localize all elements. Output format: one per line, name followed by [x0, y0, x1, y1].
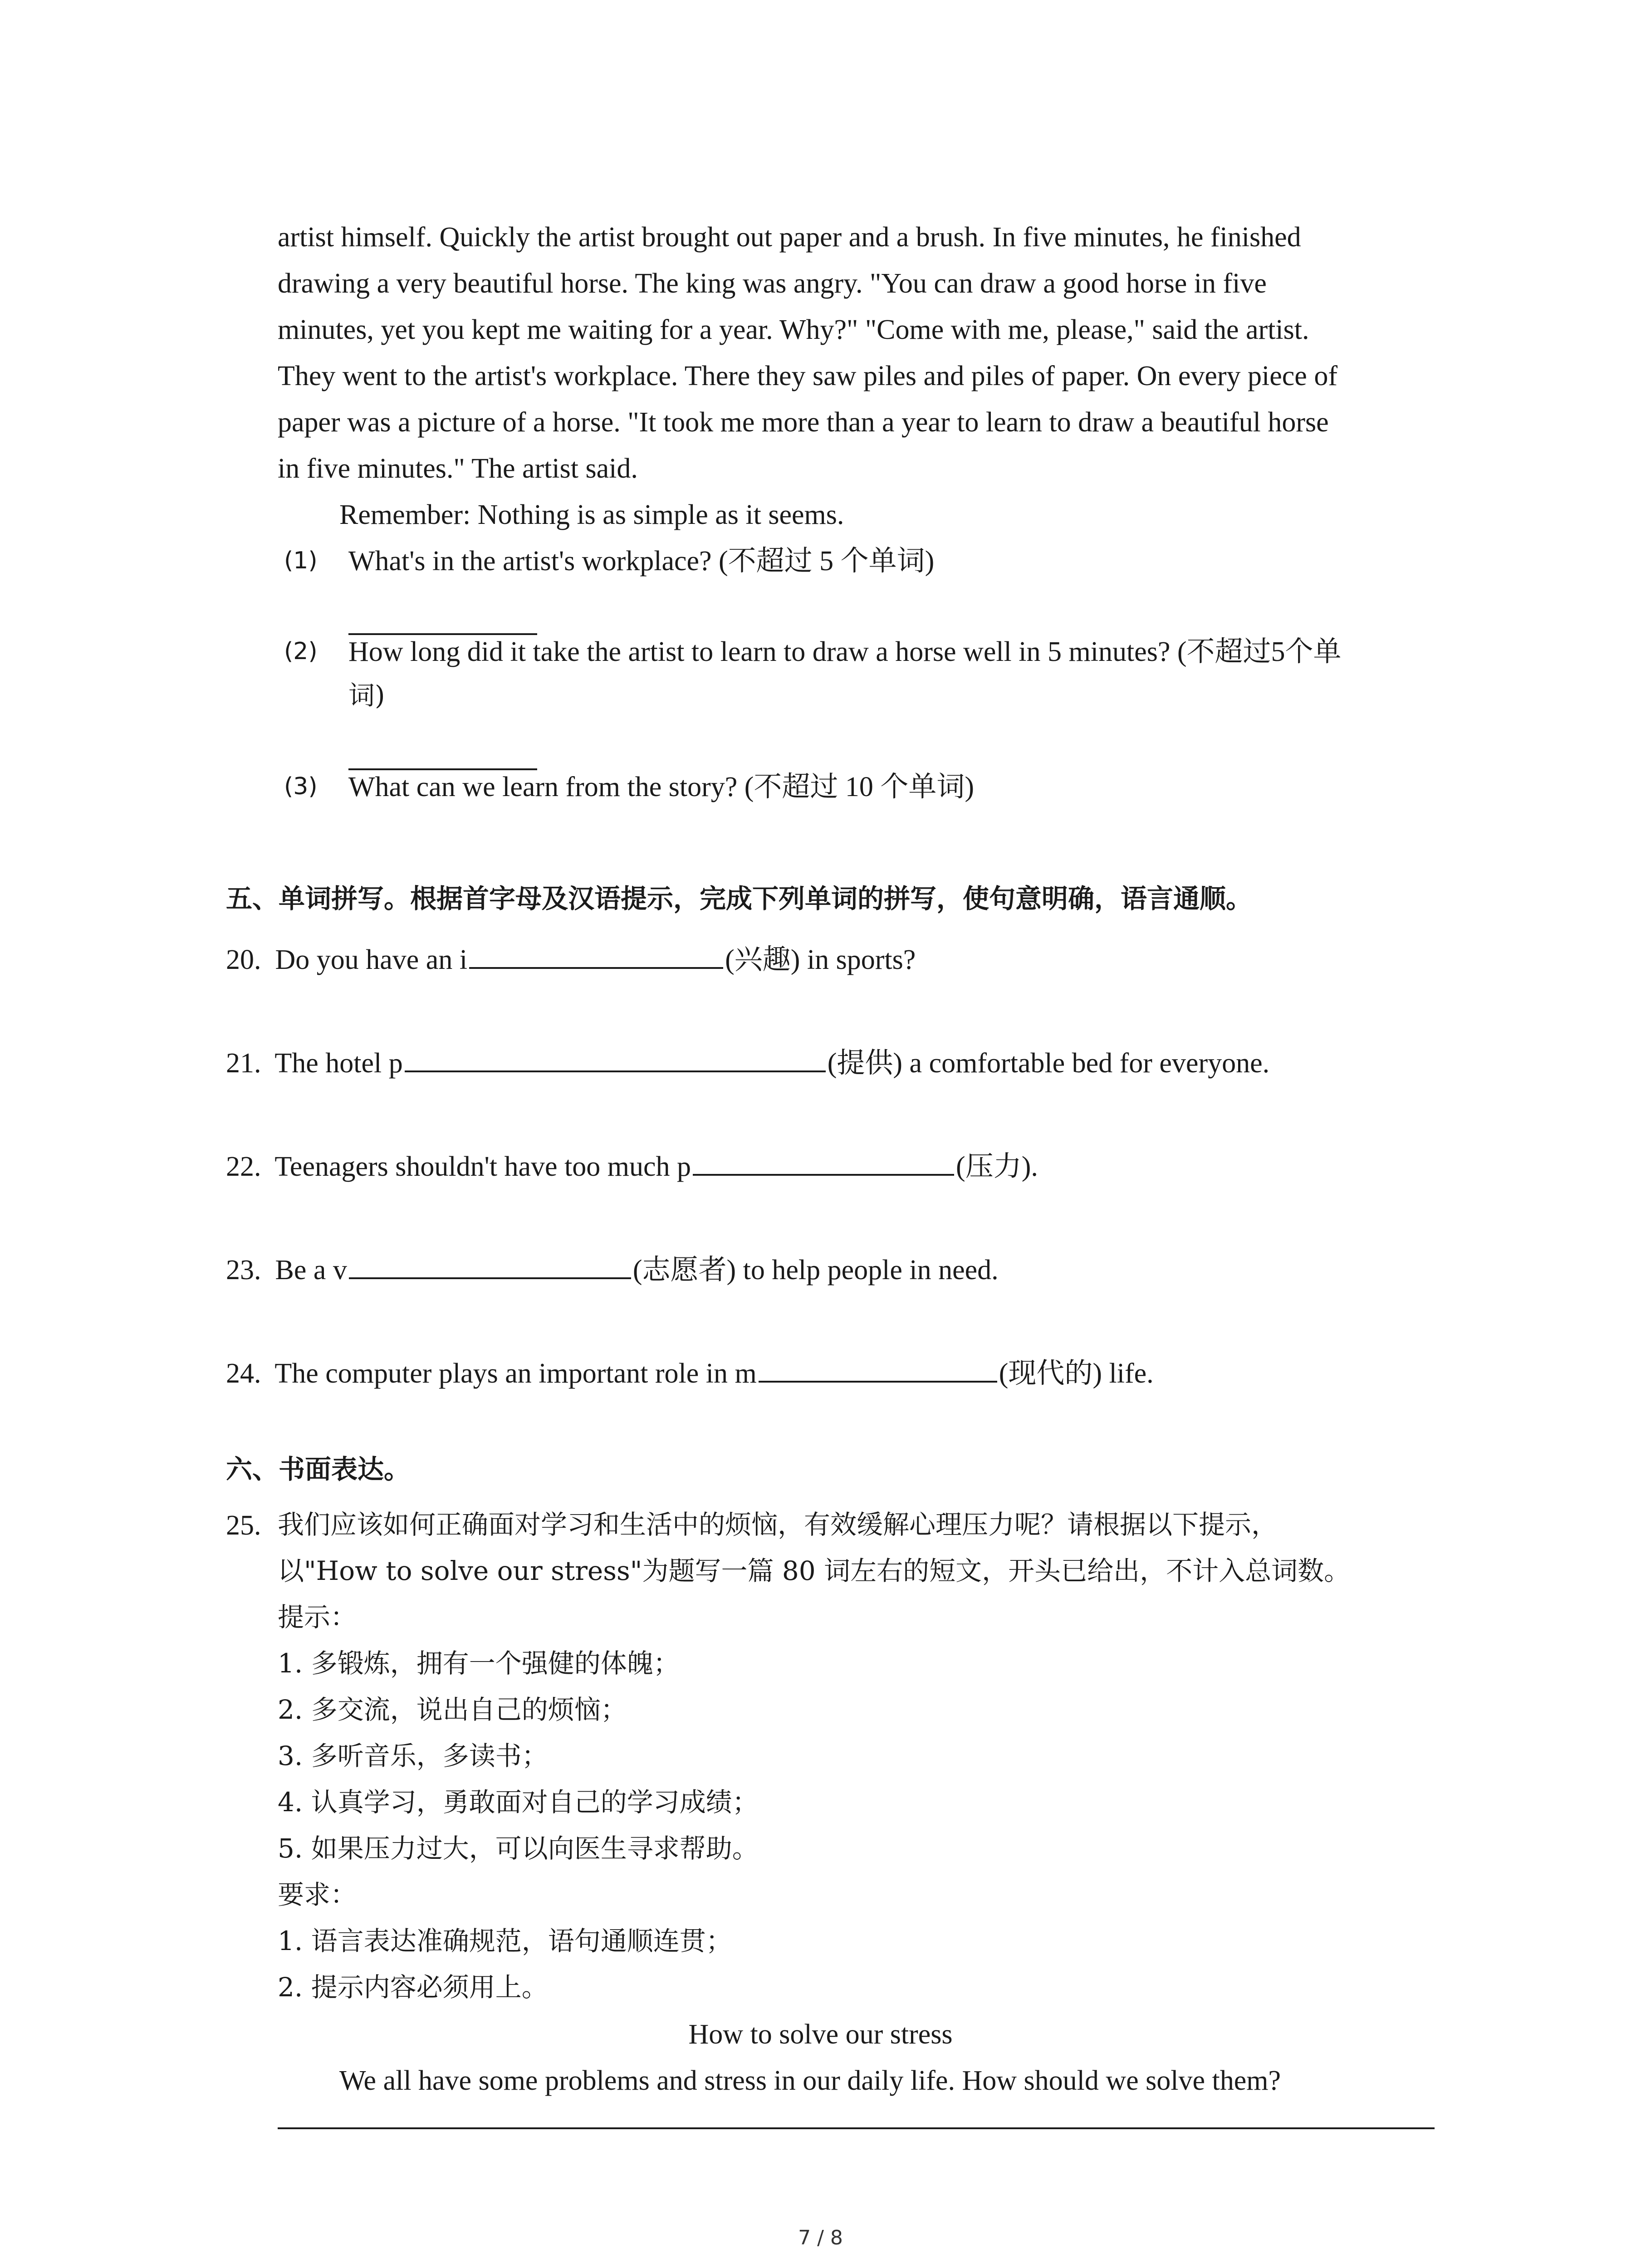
item-number: 21.: [226, 1048, 261, 1079]
hint-item: 3. 多听音乐，多读书；: [278, 1740, 548, 1771]
prompt-line: 以"How to solve our stress"为题写一篇 80 词左右的短文，开头已给出，不计入总词数。: [278, 1555, 1351, 1586]
question-text: How long did it take the artist to learn to draw a horse well in 5 minutes? (不超过5个单: [348, 636, 1342, 667]
essay-title: How to solve our stress: [688, 2019, 953, 2050]
passage-line: artist himself. Quickly the artist brought out paper and a brush. In five minutes, he finished: [278, 222, 1301, 253]
spelling-item: [226, 1148, 1038, 1181]
essay-writing-line[interactable]: [278, 2127, 1435, 2129]
answer-blank[interactable]: [348, 633, 537, 635]
passage-remember: Remember: Nothing is as simple as it seems.: [339, 499, 844, 530]
passage-line: minutes, yet you kept me waiting for a year. Why?" "Come with me, please," said the artist.: [278, 314, 1309, 345]
spelling-item: [226, 941, 916, 974]
answer-blank[interactable]: [759, 1354, 997, 1383]
question-number: (3): [284, 773, 318, 800]
page-number: 7 / 8: [798, 2226, 843, 2249]
section-title: 五、单词拼写。根据首字母及汉语提示，完成下列单词的拼写，使句意明确，语言通顺。: [226, 883, 1253, 914]
passage-line: drawing a very beautiful horse. The king was angry. "You can draw a good horse in five: [278, 268, 1267, 299]
item-text-before: The computer plays an important role in m: [274, 1358, 757, 1389]
section-title: 六、书面表达。: [226, 1454, 411, 1485]
prompt-line: 我们应该如何正确面对学习和生活中的烦恼，有效缓解心理压力呢？请根据以下提示，: [278, 1509, 1278, 1540]
item-text-after: (志愿者) to help people in need.: [632, 1255, 999, 1286]
spelling-item: [226, 1251, 999, 1284]
item-number: 20.: [226, 944, 261, 975]
question-number: (1): [284, 547, 318, 574]
item-number: 25.: [226, 1510, 261, 1541]
requirement-item: 2. 提示内容必须用上。: [278, 1972, 548, 2003]
question-text-continued: 词): [348, 680, 385, 711]
answer-blank[interactable]: [693, 1148, 954, 1176]
essay-opening: We all have some problems and stress in our daily life. How should we solve them?: [339, 2065, 1281, 2096]
answer-blank[interactable]: [469, 941, 723, 969]
passage-line: paper was a picture of a horse. "It took me more than a year to learn to draw a beautiful horse: [278, 407, 1329, 438]
hint-item: 5. 如果压力过大，可以向医生寻求帮助。: [278, 1833, 759, 1864]
hint-item: 2. 多交流，说出自己的烦恼；: [278, 1694, 627, 1725]
answer-blank[interactable]: [349, 1251, 631, 1279]
item-text-before: The hotel p: [274, 1048, 403, 1079]
spelling-item: [226, 1044, 1269, 1077]
item-number: 23.: [226, 1255, 261, 1286]
hint-item: 4. 认真学习，勇敢面对自己的学习成绩；: [278, 1787, 759, 1818]
answer-blank[interactable]: [348, 768, 537, 770]
question-text: What's in the artist's workplace? (不超过 5 个单词): [348, 546, 935, 577]
passage-line: They went to the artist's workplace. There they saw piles and piles of paper. On every piece of: [278, 361, 1337, 391]
item-text-after: (现代的) life.: [999, 1358, 1154, 1389]
item-text-before: Be a v: [275, 1255, 347, 1286]
answer-blank[interactable]: [405, 1044, 826, 1072]
requirement-item: 1. 语言表达准确规范，语句通顺连贯；: [278, 1926, 732, 1956]
requirement-label: 要求：: [278, 1879, 357, 1910]
hint-label: 提示：: [278, 1602, 357, 1633]
item-number: 24.: [226, 1358, 261, 1389]
spelling-item: [226, 1354, 1154, 1388]
hint-item: 1. 多锻炼，拥有一个强健的体魄；: [278, 1648, 680, 1679]
question-text: What can we learn from the story? (不超过 10 个单词): [348, 772, 975, 802]
item-text-before: Teenagers shouldn't have too much p: [274, 1151, 691, 1182]
item-text-after: (压力).: [956, 1151, 1038, 1182]
item-text-after: (兴趣) in sports?: [725, 944, 916, 975]
passage-line: in five minutes." The artist said.: [278, 453, 638, 484]
item-text-after: (提供) a comfortable bed for everyone.: [827, 1048, 1270, 1079]
item-number: 22.: [226, 1151, 261, 1182]
item-text-before: Do you have an i: [275, 944, 468, 975]
question-number: (2): [284, 638, 318, 665]
